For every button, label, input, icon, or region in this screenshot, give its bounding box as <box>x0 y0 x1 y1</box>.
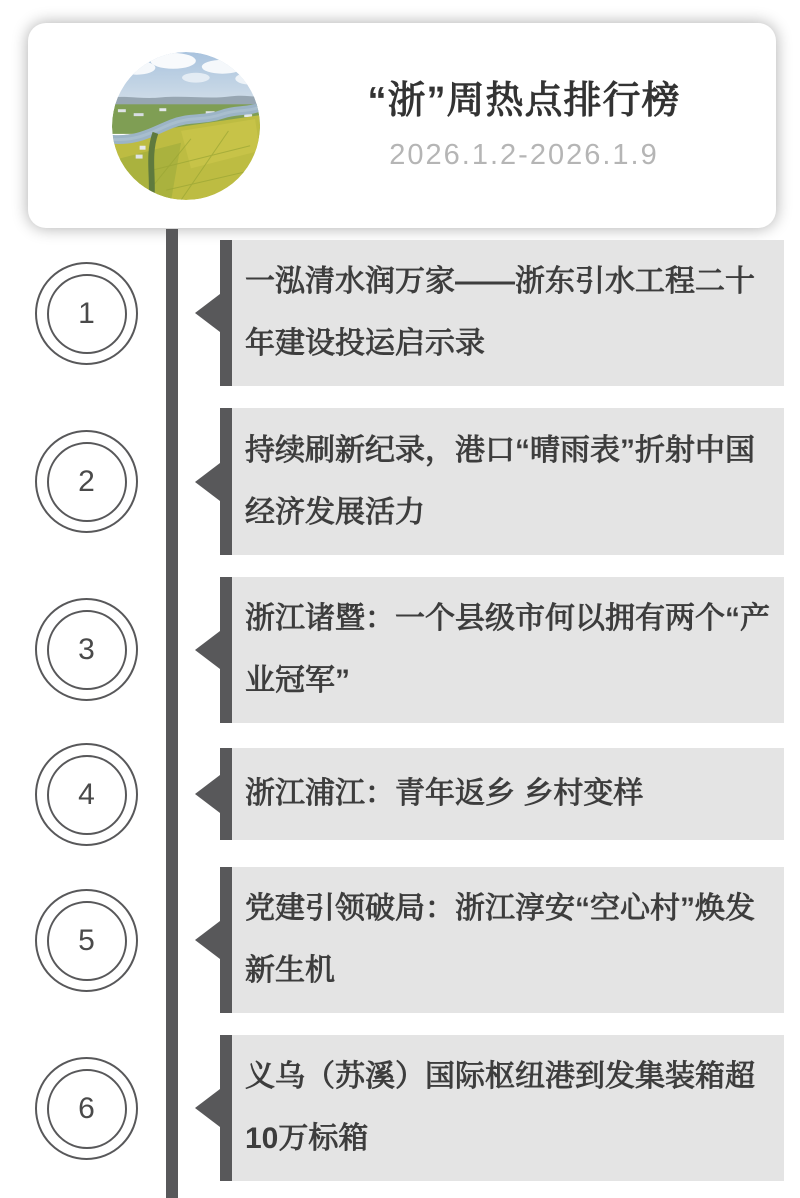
arrow-left-icon <box>195 631 220 669</box>
news-title: 一泓清水润万家——浙东引水工程二十年建设投运启示录 <box>245 265 755 360</box>
item-accent-bar <box>220 408 232 555</box>
rank-badge-4 <box>35 743 138 846</box>
rank-number: 1 <box>47 274 127 354</box>
news-title: 持续刷新纪录，港口“晴雨表”折射中国经济发展活力 <box>245 433 755 529</box>
item-content <box>232 867 784 1013</box>
date-range: 2026.1.2-2026.1.9 <box>389 138 659 171</box>
news-item-1[interactable] <box>220 240 784 386</box>
news-title: 浙江浦江：青年返乡 乡村变样 <box>245 777 644 810</box>
news-item-4[interactable] <box>220 748 784 840</box>
news-item-3[interactable] <box>220 577 784 723</box>
aerial-photo <box>112 52 260 200</box>
rank-badge-6 <box>35 1057 138 1160</box>
rank-number: 6 <box>47 1069 127 1149</box>
page-title: “浙”周热点排行榜 <box>367 80 681 123</box>
arrow-left-icon <box>195 1089 220 1127</box>
rank-badge-5 <box>35 889 138 992</box>
news-item-2[interactable] <box>220 408 784 555</box>
news-item-6[interactable] <box>220 1035 784 1181</box>
item-accent-bar <box>220 748 232 840</box>
timeline-bar <box>166 229 178 1198</box>
rank-number: 2 <box>47 442 127 522</box>
news-title: 党建引领破局：浙江淳安“空心村”焕发新生机 <box>245 892 755 987</box>
item-accent-bar <box>220 867 232 1013</box>
news-title: 义乌（苏溪）国际枢纽港到发集装箱超10万标箱 <box>245 1060 755 1155</box>
item-accent-bar <box>220 1035 232 1181</box>
item-content <box>232 748 784 840</box>
item-accent-bar <box>220 240 232 386</box>
item-content <box>232 240 784 386</box>
rank-number: 3 <box>47 610 127 690</box>
item-content <box>232 577 784 723</box>
header-card <box>28 23 776 228</box>
item-accent-bar <box>220 577 232 723</box>
arrow-left-icon <box>195 775 220 813</box>
news-title: 浙江诸暨：一个县级市何以拥有两个“产业冠军” <box>245 602 770 697</box>
arrow-left-icon <box>195 294 220 332</box>
item-content <box>232 1035 784 1181</box>
arrow-left-icon <box>195 921 220 959</box>
news-item-5[interactable] <box>220 867 784 1013</box>
rank-badge-2 <box>35 430 138 533</box>
aerial-photo-graphic <box>112 52 260 200</box>
rank-number: 4 <box>47 755 127 835</box>
rank-badge-1 <box>35 262 138 365</box>
arrow-left-icon <box>195 463 220 501</box>
rank-badge-3 <box>35 598 138 701</box>
header-text-block <box>260 79 776 172</box>
rank-number: 5 <box>47 901 127 981</box>
item-content <box>232 408 784 555</box>
